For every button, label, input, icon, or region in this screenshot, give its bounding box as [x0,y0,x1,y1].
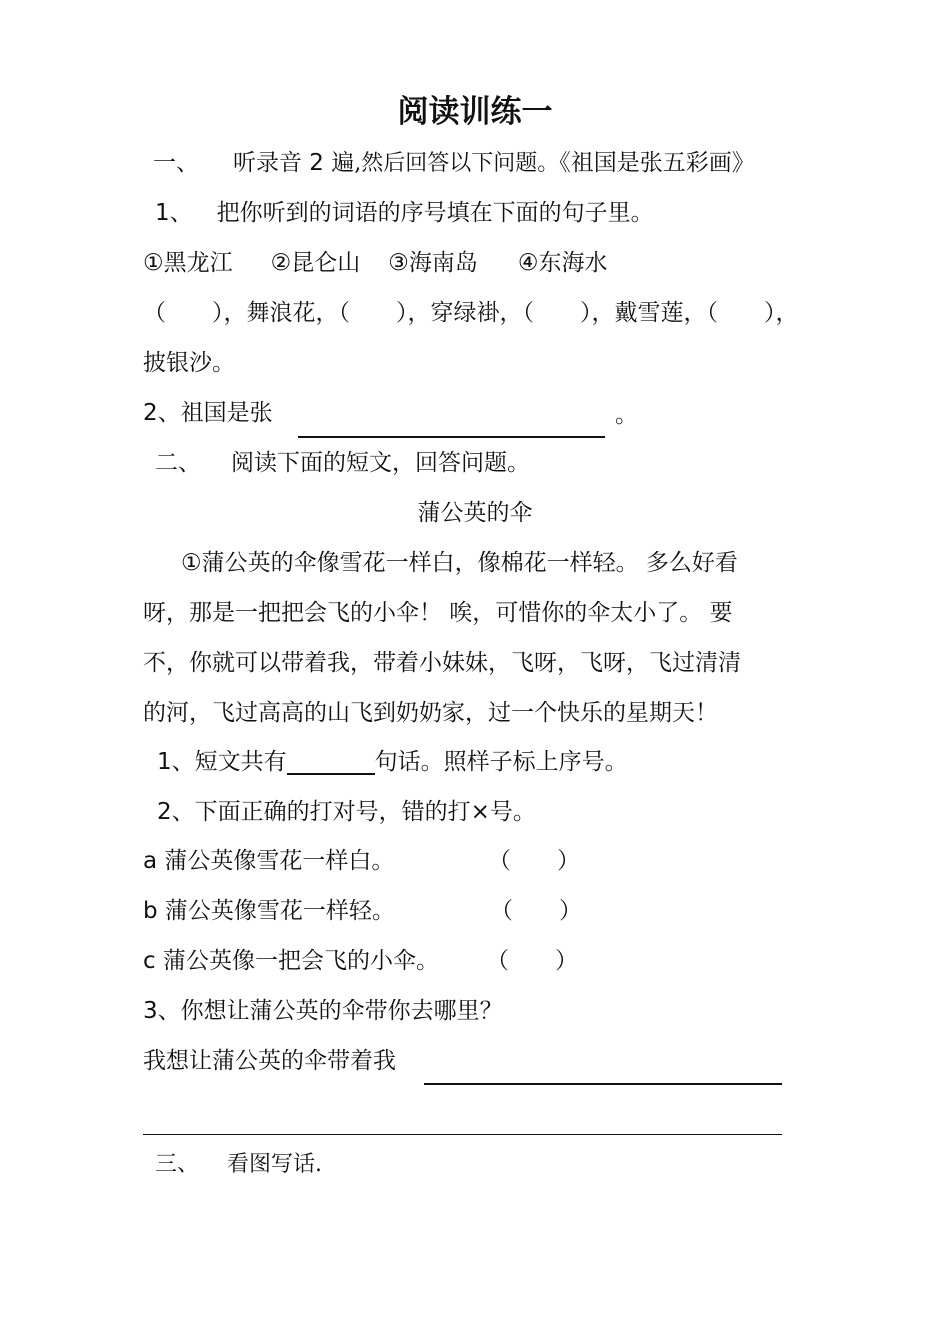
passage-line: ①蒲公英的伞像雪花一样白，像棉花一样轻。 多么好看 [181,550,738,576]
true-false-answer-box[interactable]: （ ） [490,898,582,924]
section-one-text: 听录音 2 遍 [233,150,355,176]
true-false-answer-box[interactable]: （ ） [488,848,580,874]
section-two-number: 二、 [155,450,201,476]
section-one-number: 一、 [153,150,199,176]
sentence-count-blank[interactable] [287,747,375,775]
section-one-text-tail: 《祖国是张五彩画》 [559,150,755,176]
true-false-item: c 蒲公英像一把会飞的小伞。 [143,948,439,974]
section-three-number: 三、 [155,1152,200,1177]
answer-line-2[interactable] [143,1134,782,1135]
question-two-end: 。 [615,402,638,428]
question-two [143,398,273,428]
word-option: ②昆仑山 [270,250,361,276]
passage-question-three: 3、你想让蒲公英的伞带你去哪里？ [143,998,503,1024]
word-options [143,248,608,278]
passage-title: 蒲公英的伞 [417,500,533,526]
question-two-text: 2、祖国是张 [143,400,273,426]
page-title: 阅读训练一 [397,94,553,130]
answer-prefix: 我想让蒲公英的伞带着我 [143,1048,396,1074]
question-one [155,198,654,228]
section-three-text: 看图写话. [227,1152,323,1177]
section-two-text: 阅读下面的短文，回答问题。 [231,450,530,476]
question-one-text: 把你听到的词语的序号填在下面的句子里。 [216,200,654,226]
section-one-heading [153,148,755,179]
question-one-number: 1、 [155,200,193,226]
section-three-heading [155,1150,322,1180]
section-two-heading [155,448,530,478]
passage-line: 的河，飞过高高的山飞到奶奶家，过一个快乐的星期天！ [143,700,718,726]
passage-question-one-after: 句话。照样子标上序号。 [374,749,628,775]
word-option: ③海南岛 [388,250,478,276]
word-option: ④东海水 [517,250,608,276]
true-false-item: b 蒲公英像雪花一样轻。 [143,898,395,924]
passage-line: 不，你就可以带着我，带着小妹妹，飞呀，飞呀，飞过清清 [143,650,741,676]
answer-line-1[interactable] [424,1083,782,1085]
passage-question-one [157,747,628,777]
answer-blank-q2[interactable] [298,436,605,438]
true-false-answer-box[interactable]: （ ） [486,948,578,974]
fill-in-sentence-line-1: （ ），舞浪花，（ ），穿绿褂，（ ），戴雪莲，（ ）， [143,300,799,326]
fill-in-sentence-line-2: 披银沙。 [143,350,235,376]
section-one-text-serif: ,然后回答以下问题。 [354,151,560,176]
passage-line: 呀，那是一把把会飞的小伞！ 唉，可惜你的伞太小了。 要 [143,600,733,626]
true-false-item: a 蒲公英像雪花一样白。 [143,848,395,874]
passage-question-one-before: 1、短文共有 [157,749,287,775]
passage-question-two: 2、下面正确的打对号，错的打×号。 [157,799,536,825]
word-option: ①黑龙江 [143,250,233,276]
